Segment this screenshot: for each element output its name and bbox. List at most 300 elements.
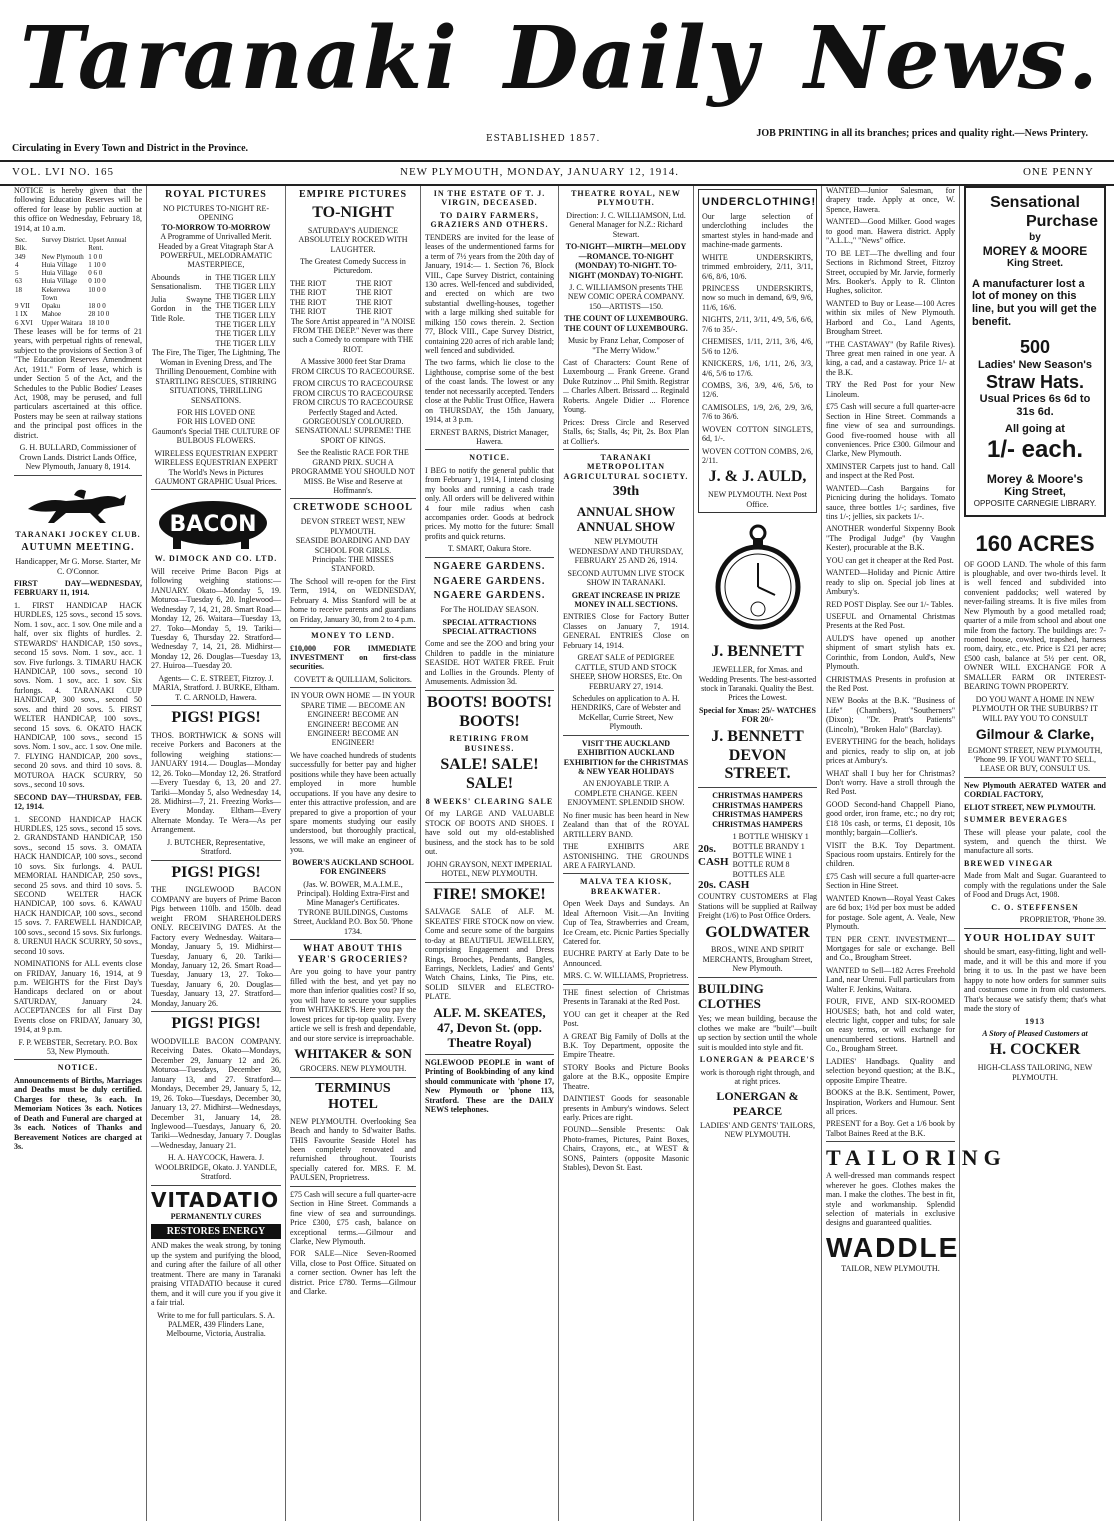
royal-pictures-title: ROYAL PICTURES: [165, 189, 267, 200]
tailoring-copy: A well-dressed man commands respect wherever he goes. Clothes makes the man. I make the clothes. The best in fit, style and workmanship. Splendid selection of materials in exclusive designs and guaranteed qualities.: [826, 1171, 955, 1228]
bacon-label: BACON: [169, 512, 257, 538]
divider: [290, 1077, 416, 1078]
column-8: [960, 186, 1110, 1521]
composer-line: Music by Franz Lehar, Composer of "The Merry Widow.": [567, 336, 685, 355]
tiger-lily-block: [151, 273, 281, 349]
investment-copy: £10,000 FOR IMMEDIATE INVESTMENT on first-class securities.: [290, 643, 416, 672]
estate-heading: IN THE ESTATE OF T. J. VIRGIN, DECEASED.: [433, 189, 546, 208]
cell: 9 VII: [15, 302, 30, 311]
divider: [14, 475, 142, 476]
underclothing-copy: Our large selection of underclothing includes the smartest styles in hand-made and machine-made garments.: [702, 211, 813, 250]
sale-heading: SALE! SALE! SALE!: [440, 756, 539, 793]
price-line: CAMISOLES, 1/9, 2/6, 2/9, 3/6, 7/6 to 36/6.: [702, 402, 813, 422]
bennett-footer: J. BENNETT DEVON STREET.: [711, 727, 804, 783]
acres-title: 160 ACRES: [975, 530, 1095, 556]
hamper-price: 20s. CASH: [698, 879, 750, 892]
circus-line: FROM CIRCUS TO RACECOURSE: [292, 388, 414, 398]
lonergan-line: LONERGAN & PEARCE'S: [699, 1055, 816, 1065]
classified-ad: PRESENT for a Boy. Get a 1/6 book by Talbot Baines Reed at the B.K.: [826, 1119, 955, 1138]
classified-ad: TO BE LET—The dwelling and four Sections in Richmond Street, Fitzroy Street, occupied by Mr. Jarvie, formerly Mrs. Booker's. Apply to R. Clinton Hughes, solicitor.: [826, 248, 955, 296]
classified-ad: USEFUL and Ornamental Christmas Presents at the Red Post.: [826, 611, 955, 631]
divider: [425, 557, 554, 558]
vitadatio-title: VITADATIO: [151, 1187, 280, 1212]
sensational-line: Sensational: [990, 194, 1080, 211]
usual-prices-line: Usual Prices 6s 6d to 31s 6d.: [979, 392, 1091, 418]
daintiest-goods-ad: DAINTIEST Goods for seasonable presents in Ambury's windows. Select early. Prices are right.: [563, 1094, 689, 1123]
artillery-band-line: No finer music has been heard in New Zealand than that of the ROYAL ARTILLERY BAND.: [563, 810, 689, 839]
solicitors-line: COVETT & QUILLIAM, Solicitors.: [294, 674, 412, 684]
second-day-events: 1. SECOND HANDICAP HACK HURDLES, 125 sovs., second 15 sovs. 2. GRANDSTAND HANDICAP, 150 sovs., second 15 sovs. 3. OMATA HACK HANDICAP, 100 sovs., second 10 sovs. Six furlongs. 4. PAUL MEMORIAL HANDICAP, 250 sovs., second 25 sovs. and third 10 sovs. 5. SECOND WELTER HACK HANDICAP, 100 sovs. 6. KAWAU HACK HANDICAP, 100 sovs., second 15 sovs. 7. FAREWELL HANDICAP, 100 sovs., second 15 sovs. Six furlongs. 8. URENUI HACK SCURRY, 50 sovs., second 10 sovs.: [14, 814, 143, 956]
classified-ad: TRY the Red Post for your New Linoleum.: [826, 380, 955, 399]
exhibition-heading: VISIT THE AUCKLAND EXHIBITION AUCKLAND EXHIBITION for the CHRISTMAS & NEW YEAR HOLIDAYS: [563, 738, 689, 777]
wireless-line: WIRELESS EQUESTRIAN EXPERT: [154, 458, 278, 468]
title-word-news: News.: [804, 8, 1100, 109]
theatre-direction: Direction: J. C. WILLIAMSON, Ltd. General Manager for N.Z.: Richard Stewart.: [566, 210, 686, 239]
terminus-copy: NEW PLYMOUTH. Overlooking Sea Beach and handy to Sd'waiter Baths. THIS Favourite Seaside Hotel has been completely renovated and refurnished throughout. Tourists specially catered for. MRS. F. M. PAULSEN, Proprietress.: [290, 1116, 416, 1183]
notice-heading: NOTICE.: [57, 1063, 99, 1073]
table-header: [14, 236, 142, 253]
pigs-heading: PIGS! PIGS!: [171, 709, 261, 727]
divider: [563, 449, 689, 450]
handicapper-line: Handicapper, Mr G. Morse. Starter, Mr C. O'Connor.: [15, 557, 141, 576]
divider: [698, 977, 817, 978]
price-line: WOVEN COTTON COMBS, 2/6, 2/11.: [702, 446, 813, 466]
engineer-heading: IN YOUR OWN HOME — IN YOUR SPARE TIME — BECOME AN ENGINEER! BECOME AN ENGINEER! BECOME AN ENGINEER! BECOME AN ENGINEER!: [290, 691, 416, 748]
eliot-street-line: ELIOT STREET, NEW PLYMOUTH.: [964, 802, 1096, 812]
table-row: [14, 261, 142, 269]
audience-line: SATURDAY'S AUDIENCE ABSOLUTELY ROCKED WITH LAUGHTER.: [298, 225, 408, 254]
divider: [290, 1186, 416, 1187]
sale-copy: Of my LARGE AND VALUABLE STOCK OF BOOTS AND SHOES. I have sold out my old-established business, and the stock has to be sold out.: [425, 809, 554, 857]
tiger-lily-title: THE TIGER LILY: [215, 329, 276, 339]
classified-ad: WANTED—Cash Bargains for Picnicing during the holidays. Tomato sauce, three bottles 1/-; sardines, five tins 1/-; jellies, six packets 1/-.: [826, 483, 955, 521]
hamper-contents: 1 BOTTLE WHISKY 1 BOTTLE BRANDY 1 BOTTLE WINE 1 BOTTLE RUM 8 BOTTLES ALE: [732, 832, 809, 879]
proprietor-line: PROPRIETOR, 'Phone 39.: [1019, 915, 1106, 925]
manufacturer-line: A manufacturer lost a lot of money on this line, but you will get the benefit.: [972, 277, 1097, 329]
gilmour-clarke-title: Gilmour & Clarke,: [975, 725, 1095, 742]
tiger-lily-side: [151, 273, 211, 349]
all-going-line: All going at: [1005, 422, 1065, 435]
price: ONE PENNY: [1022, 166, 1094, 178]
tiger-lily-title: THE TIGER LILY: [215, 338, 276, 348]
perfectly-staged-line: Perfectly Staged and Acted. GORGEOUSLY COLOURED. SENSATIONAL! SUPREME! THE SPORT OF KINGS.: [295, 407, 411, 445]
comedy-line: The Greatest Comedy Success in Picturedom.: [300, 256, 406, 276]
divider: [290, 687, 416, 688]
lonergan-copy: work is thorough right through, and at right prices.: [700, 1067, 815, 1087]
tonight-lines: TO-NIGHT—MIRTH—MELODY—ROMANCE. TO-NIGHT (MONDAY) TO-NIGHT. TO-NIGHT (MONDAY) TO-NIGHT.: [565, 242, 687, 280]
cell: 18: [15, 285, 22, 294]
auld-title: J. & J. AULD,: [708, 468, 807, 486]
autumn-meeting-title: AUTUMN MEETING.: [21, 542, 135, 554]
cretwode-school-title: CRETWODE SCHOOL: [293, 502, 413, 514]
table-head-cell: Sec. Blk.: [15, 236, 27, 253]
table-row: [14, 310, 142, 318]
classified-ad: RED POST Display. See our 1/- Tables.: [826, 599, 954, 609]
wireless-line: WIRELESS EQUESTRIAN EXPERT: [154, 448, 278, 458]
horse-icon: [28, 489, 126, 522]
store-signature: T. SMART, Oakura Store.: [447, 544, 532, 554]
divider: [290, 627, 416, 628]
divider: [151, 489, 281, 490]
red-post-ad: YOU can get it cheaper at the Red Post.: [563, 1009, 689, 1029]
circus-line: FROM CIRCUS TO RACECOURSE: [292, 379, 414, 389]
schedules-line: Schedules on application to A. H. HENDRIKS, Care of Webster and McKellar, Currie Street, New Plymouth.: [571, 693, 681, 732]
riot-title: THE RIOT: [356, 288, 393, 298]
ngaere-gardens-title: NGAERE GARDENS.: [433, 590, 546, 602]
groceries-copy: Are you going to have your pantry filled with the best, and yet pay no more than inferior qualities cost? If so, you will have to secure your supplies from WHITAKER'S. Here you pay the lowest prices for tip-top quality. Every article we sell is fresh and dependable, and our store service is irreproachable.: [290, 967, 416, 1043]
classified-ad: WANTED—Good Milker. Good wages to good man. Hawera district. Apply "A.L.L.," "News" office.: [826, 217, 955, 246]
classified-ad: XMINSTER Carpets just to hand. Call and inspect at the Red Post.: [826, 461, 955, 481]
whitaker-title: WHITAKER & SON: [294, 1045, 412, 1061]
ngaere-gardens-title: NGAERE GARDENS.: [433, 575, 546, 587]
table-row: [14, 302, 142, 310]
goldwater-copy: BROS., WINE AND SPIRIT MERCHANTS, Brougham Street, New Plymouth.: [702, 945, 813, 974]
reserves-table: [14, 236, 142, 327]
annual-show-heading: ANNUAL SHOW ANNUAL SHOW: [576, 503, 676, 535]
underclothing-title: UNDERCLOTHING!: [702, 196, 817, 208]
cell: 1 10 0: [88, 260, 106, 269]
pigs-heading: PIGS! PIGS!: [171, 863, 261, 881]
price-line: NIGHTS, 2/11, 3/11, 4/9, 5/6, 6/6, 7/6 to 35/-.: [702, 315, 813, 334]
dimock-schedule: Will receive Prime Bacon Pigs at following weighing stations:— JANUARY. Okato—Monday 5, 19. Moturoa—Tuesday 6, 20. Inglewood—Wednesday 7, 14, 21, 28. Smart Road—Monday 12, 26. Waitara—Tuesday 13, 27. Toko—Monday 5, 19. Tariki—Tuesday 6, Thursday 22. Stratford—Wednesday 7, 14, 21, 28. Midhirst—Monday 12, 26. Douglas—Tuesday 13, 27. Huiroa—Tuesday 20.: [151, 566, 281, 671]
cell: Kekerewa Town: [41, 285, 70, 302]
column-5: [559, 186, 694, 1521]
job-printing-line: JOB PRINTING in all its branches; prices and quality right.—News Printery.: [756, 128, 1088, 139]
table-row: [14, 286, 142, 303]
classified-ad: ANOTHER wonderful Sixpenny Book "The Prodigal Judge" (by Vaughn Kester), procurable at the B.K.: [826, 524, 955, 553]
ngaere-copy: Come and see the ZOO and bring your Children to paddle in the miniature SEASIDE. HOT WATER FREE. Fruit and Lollies in the Grounds. Plenty of Amusements. Admission 3d.: [425, 639, 554, 687]
announcements-notice: Announcements of Births, Marriages and Deaths must be duly certified. Charges for these, 3s each. In Memoriam Notices 3s each. Notices of Death and Funeral are charged at 3s each. Notices of Thanks and Bereavement Notices are charged at 3s.: [14, 1075, 142, 1151]
five-hundred: 500: [1019, 337, 1051, 358]
straw-hats-line: Straw Hats.: [985, 371, 1085, 392]
underclothing-ad: [698, 189, 817, 513]
retiring-line: RETIRING FROM BUSINESS.: [449, 734, 530, 753]
cell: Upper Waitara: [41, 318, 83, 327]
home-line: DO YOU WANT A HOME IN NEW PLYMOUTH OR THE SUBURBS? IT WILL PAY YOU TO CONSULT: [972, 694, 1098, 723]
bower-signature: (Jas. W. BOWER, M.A.I.M.E., Principal). Holding Extra-First and Mine Manager's Certificates. TYRONE BUILDINGS, Customs Street, Auckland P.O. Box 50. 'Phone 1734.: [293, 879, 413, 936]
notice-heading: NOTICE.: [469, 453, 510, 463]
classified-ad: LADIES' Handbags. Quality and selection beyond question; at the B.K., opposite Empire Theatre.: [826, 1056, 955, 1085]
exhibits-line: THE EXHIBITS ARE ASTONISHING. THE GROUNDS ARE A FAIRYLAND.: [563, 842, 689, 870]
column-4: [421, 186, 559, 1521]
jeweller-copy: JEWELLER, for Xmas. and Wedding Presents. The best-assorted stock in Taranaki. Quality the Best. Prices the Lowest.: [698, 665, 817, 703]
vitadatio-copy: AND makes the weak strong, by toning up the system and purifying the blood, and curing after the failure of all other treatment. There are many in Taranaki praising VITADATIO because it cured them, and it will cure you if you give it a fair trial.: [151, 1241, 281, 1308]
classified-ad: £75 Cash will secure a full quarter-acre Section in Hine Street.: [826, 871, 955, 891]
ngaere-gardens-title: NGAERE GARDENS.: [433, 560, 546, 572]
classified-ad: BOOKS at the B.K. Sentiment, Power, Inspiration, Workers and Humour. Sent all prices.: [826, 1088, 955, 1116]
cast-list: Cast of Characters: Count Rene of Luxembourg ... Frank Greene. Grand Duke Rutzinov ... Phil Smith. Registrar ... Charles Albert. Brissard ... Reginald Roberts. Angele Didier ... Florence Young.: [563, 358, 689, 415]
hampers-heading: CHRISTMAS HAMPERS CHRISTMAS HAMPERS CHRISTMAS HAMPERS CHRISTMAS HAMPERS: [712, 791, 803, 829]
fire-smoke-heading: FIRE! SMOKE!: [433, 885, 546, 903]
divider: [14, 1059, 142, 1060]
vitadatio-signature: Write to me for full particulars. S. A. PALMER, 439 Flinders Lane, Melbourne, Victoria, Australia.: [157, 1310, 275, 1339]
engineer-copy: We have coached hundreds of students successfully for better pay and higher positions while they have been actually employed in more humble occupations. If you have any desire to enter this attractive profession, and are prepared to give a proportion of your spare moments studying our easily understood, but thoroughly practical, lessons, we will make an engineer of you.: [290, 750, 416, 855]
cell: 1 0 0: [88, 252, 103, 261]
programme-line: A Programme of Unrivalled Merit. Headed by a Great Vitagraph Star A POWERFUL, MELODRAMATIC MASTERPIECE,: [158, 232, 274, 270]
inglewood-schedule: THE INGLEWOOD BACON COMPANY are buyers of Prime Bacon Pigs between 110lb. and 150lb. dead weight FROM SHAREHOLDERS ONLY. RECEIVING DATES. At the Factory every Wednesday. Waitara—Monday, January 5, 19. Midhirst—Tuesday, January 6, 20. Tariki—Monday, January 12, 26. Smart Road—Tuesday, January 13, 27. Toko—Tuesday, January 6, 20. Douglas—Tuesday, January 13, 27. Stratford—Monday, January 26.: [151, 885, 281, 1008]
divider: [151, 1185, 281, 1186]
pig-icon: [151, 493, 281, 551]
riot-title: THE RIOT: [290, 288, 327, 298]
table-head-cell: Upset Annual Rent.: [88, 236, 127, 253]
morey-moore-name: MOREY & MOORE: [982, 243, 1088, 258]
established-line: ESTABLISHED 1857.: [486, 134, 601, 144]
money-to-lend-title: MONEY TO LEND.: [311, 631, 395, 641]
cash-section-ad: £75 Cash will secure a full quarter-acre Section in Hine Street. Commands a fine view of sea and surroundings. Price £300, £75 cash, balance on exceptional terms.—Gilmour and Clarke, New Plymouth.: [290, 1189, 417, 1246]
circus-line: FROM CIRCUS TO RACECOURSE: [292, 398, 414, 408]
tiger-lily-title: THE TIGER LILY: [215, 320, 276, 330]
sensible-presents-ad: FOUND—Sensible Presents: Oak Photo-frames, Pictures, Paint Boxes, Chairs, Crayons, etc., at WEST & SONS, Painters (opposite Masonic Stables), Devon St. East.: [563, 1125, 689, 1173]
classified-ad: AULD'S have opened up another shipment of smart stylish hats ex. Corinthic, from London, Auld's, New Plymouth.: [826, 633, 955, 672]
price-line: WOVEN COTTON SINGLETS, 6d, 1/-.: [702, 424, 813, 444]
divider: [698, 787, 817, 788]
divider: [290, 498, 416, 499]
goldwater-title: GOLDWATER: [705, 923, 810, 941]
divider: [826, 1141, 955, 1142]
tiger-lily-title: THE TIGER LILY: [215, 301, 276, 311]
masthead: [0, 0, 1114, 182]
table-row: [14, 253, 142, 261]
cell: Huia Village: [41, 277, 78, 286]
vinegar-heading: BREWED VINEGAR: [964, 858, 1054, 868]
restores-energy-bar: RESTORES ENERGY: [151, 1224, 281, 1240]
classified-ad: WANTED Known—Royal Yeast Cakes are 6d box; 1½d per box must be added for postage. Sole agent, A. Veale, New Plymouth.: [826, 893, 955, 932]
district-manager-signature: ERNEST BARNS, District Manager, Hawera.: [430, 427, 549, 446]
cell: 349: [15, 252, 26, 261]
villa-for-sale-ad: FOR SALE—Nice Seven-Roomed Villa, close to Post Office. Situated on a corner section. Owner has left the district. Price £780. Terms—Gilmour and Clarke.: [290, 1249, 416, 1297]
tiger-lily-title: THE TIGER LILY: [215, 291, 276, 301]
price-line: COMBS, 3/6, 3/9, 4/6, 5/6, to 12/6.: [702, 380, 813, 400]
building-clothes-copy: Yes; we mean building, because the clothes we make are "built"—built up section by section until the whole suit is moulded into style and fit.: [698, 1014, 817, 1052]
world-news-line: The World's News in Pictures GAUMONT GRAPHIC Usual Prices.: [154, 467, 278, 487]
school-type: SEASIDE BOARDING AND DAY SCHOOL FOR GIRLS.: [295, 536, 411, 555]
table-head-cell: Survey District.: [41, 236, 86, 245]
riot-title: THE RIOT: [290, 278, 327, 288]
king-street-footer: King Street,: [1004, 486, 1066, 499]
classified-ad: VISIT the B.K. Toy Department. Spacious room upstairs. Entirely for the children.: [826, 840, 955, 869]
holiday-suit-heading: YOUR HOLIDAY SUIT: [964, 931, 1096, 944]
price-line: KNICKERS, 1/6, 1/11, 2/6, 3/3, 4/6, 5/6 to 17/6.: [702, 359, 813, 378]
classified-ad: WANTED to Buy or Lease—100 Acres within six miles of New Plymouth. Harbord and Co., Land Agents, Brougham Street.: [826, 298, 955, 337]
pedigree-sale-line: GREAT SALE of PEDIGREE CATTLE, STUD AND STOCK SHEEP, SHOW HORSES, Etc. On FEBRUARY 27, 1914.: [569, 653, 683, 691]
holiday-suit-copy: should be smart, easy-fitting, light and well-made, and it will be this and more if you bring it to us. In the past we have been happy to note how orders for summer suits and costumes come in from old customers. That's because we satisfy them; that's what made the story of: [964, 947, 1106, 1014]
cell: 10 0 0: [88, 285, 106, 294]
classified-ad: YOU can get it cheaper at the Red Post.: [826, 555, 954, 565]
cocker-title: H. COCKER: [989, 1041, 1081, 1059]
riot-copy: The Sore Artist appeared in "A NOISE FROM THE DEEP." Never was there such a Comedy to compare with THE RIOT.: [290, 316, 416, 354]
divider: [425, 882, 554, 883]
tiger-lily-title: THE TIGER LILY: [215, 310, 276, 320]
by-line: by: [1029, 231, 1041, 243]
tiger-lily-note: Abounds in Sensationalism.: [151, 272, 212, 292]
classified-ad: WANTED to Sell—182 Acres Freehold Land, near Urenui. Full particulars from Walter F. Jenkins, Waitara.: [826, 965, 955, 994]
first-day-events: 1. FIRST HANDICAP HACK HURDLES, 125 sovs., second 15 sovs. Nom. 1 sov., acc. 1 sov. One mile and a half, over six flights of hurdles. 2. STEWARDS' HANDICAP, 150 sovs., second 15 sovs. Nom. 1 sov., acc. 1 sov. Five furlongs. 3. TIMARU HACK HANDICAP, 100 sovs., second 10 sovs. Nom. 1 sov., acc. 1 sov. Six furlongs. 4. TARANAKI CUP HANDICAP, 300 sovs., second 50 sovs. and third 20 sovs. 5. FIRST WELTER HANDICAP, 100 sovs., second 15 sovs. 6. OKATO HACK HANDICAP, 100 sovs., second 15 sovs. Nom. 1 sov., acc. 1 sov. One mile. 7. FLYING HANDICAP, 200 sovs., second 20 sovs. and third 10 sovs. 8. MOTUROA HACK SCURRY, 50 sovs., second 10 sovs.: [14, 600, 142, 790]
cell: New Plymouth: [41, 252, 84, 261]
whitaker-sub: GROCERS. NEW PLYMOUTH.: [299, 1064, 407, 1074]
table-row: [14, 319, 142, 327]
no-pictures-line: NO PICTURES TO-NIGHT RE-OPENING: [162, 203, 269, 223]
secretary-signature: F. P. WEBSTER, Secretary. P.O. Box 53, New Plymouth.: [18, 1037, 138, 1057]
morey-moore-ad: [964, 186, 1106, 517]
price-line: CHEMISES, 1/11, 2/11, 3/6, 4/6, 5/6 to 12/6.: [702, 337, 813, 356]
vitadatio-sub: PERMANENTLY CURES: [170, 1212, 262, 1222]
riot-repeats: [290, 279, 416, 317]
dairy-farmers-heading: TO DAIRY FARMERS, GRAZIERS AND OTHERS.: [430, 210, 549, 230]
cell: 1 IX: [15, 310, 28, 319]
summer-beverages-heading: SUMMER BEVERAGES: [964, 815, 1068, 825]
nominations: NOMINATIONS for ALL events close on FRIDAY, January 16, 1914, at 9 p.m. WEIGHTS for the First Day's Handicaps declared on or about SATURDAY, January 24. ACCEPTANCES for all First Day Events close on FRIDAY, January 30, 1914, at 9 p.m.: [14, 959, 142, 1035]
education-notice: NOTICE is hereby given that the following Education Reserves will be offered for lease by public auction at this office on Wednesday, February 18, 1914, at 10 a.m.: [14, 186, 142, 233]
cell: 28 10 0: [88, 310, 110, 319]
cell: Huia Village: [41, 269, 78, 278]
red-post-ad: THE finest selection of Christmas Presents in Taranaki at the Red Post.: [563, 987, 689, 1007]
auld-location: NEW PLYMOUTH. Next Post Office.: [707, 490, 808, 509]
aerated-water-heading: New Plymouth AERATED WATER and CORDIAL FACTORY,: [964, 780, 1106, 800]
price-line: PRINCESS UNDERSKIRTS, now so much in demand, 6/9, 9/6, 11/6, 16/6.: [702, 284, 813, 312]
cell: Huia Village: [41, 260, 78, 269]
massive-drama-line: A Massive 3000 feet Star Drama FROM CIRCUS TO RACECOURSE.: [291, 357, 415, 376]
each-price: 1/- each.: [986, 435, 1084, 463]
tiger-lily-title: THE TIGER LILY: [215, 272, 276, 282]
cell: 0 6 0: [88, 269, 103, 278]
live-stock-line: SECOND AUTUMN LIVE STOCK SHOW IN TARANAKI.: [567, 568, 685, 588]
malva-kiosk-title: MALVA TEA KIOSK, BREAKWATER.: [579, 877, 673, 896]
enjoyable-trip-line: AN ENJOYABLE TRIP. A COMPLETE CHANGE. KEEN ENJOYMENT. SPLENDID SHOW.: [567, 779, 685, 808]
pigs-heading: PIGS! PIGS!: [171, 1015, 261, 1033]
grayson-signature: JOHN GRAYSON, NEXT IMPERIAL HOTEL, NEW PLYMOUTH.: [426, 859, 553, 879]
classified-ad: WHAT shall I buy her for Christmas? Don't worry. Have a stroll through the Red Post.: [826, 768, 955, 797]
gaumont-special: Gaumont's Special THE CULTURE OF BULBOUS FLOWERS.: [152, 426, 280, 446]
dolls-ad: A GREAT Big Family of Dolls at the B.K. Toy Department, opposite the Empire Theatre.: [563, 1031, 689, 1060]
clearing-sale-line: 8 WEEKS' CLEARING SALE: [425, 797, 554, 807]
salvage-sale-copy: SALVAGE SALE of ALF. M. SKEATES' FIRE STOCK now on view. Come and secure some of the bargains to-day at BEAUTIFUL JEWELLERY, comprising Engagement and Dress Rings, Brooches, Pendants, Bangles, Earrings, Necklets, Ladies' and Gents' Watch Chains, Links, Tie Pins, etc. SOLID SILVER and ELECTRO-PLATE.: [425, 907, 554, 1002]
ladies-line: Ladies' New Season's: [977, 358, 1093, 371]
classified-ad: WANTED—Junior Salesman, for drapery trade. Apply at once, W. Spence, Hawera.: [826, 186, 955, 214]
tender-copy: TENDERS are invited for the lease of leases of the undermentioned farms for a term of 7½ years from the 20th day of January, 1914:— 1. Section 76, Block VIII., Cape Survey District, containing 130 acres. Well-fenced and subdivided, and erected on which are two substantial dwelling-houses, together with a large milking shed suitable for milking 150 cows therein. 2. Section 77, Block VIII., Cape Survey District, containing 220 acres of rich arable land; well fenced and subdivided.: [425, 232, 554, 355]
column-2: [147, 186, 286, 1521]
hamper-offer: [698, 832, 817, 879]
morey-moore-footer: Morey & Moore's: [986, 472, 1084, 487]
empire-pictures-title: EMPIRE PICTURES: [298, 189, 408, 200]
boots-heading: BOOTS! BOOTS! BOOTS!: [427, 693, 552, 730]
cell: 4: [15, 260, 19, 269]
opera-company-line: J. C. WILLIAMSON presents THE NEW COMIC OPERA COMPANY. 150—ARTISTS—150.: [567, 282, 685, 311]
gilmour-address: EGMONT STREET, NEW PLYMOUTH, 'Phone 99. IF YOU WANT TO SELL, LEASE OR BUY, CONSULT US.: [967, 745, 1103, 774]
building-clothes-title: BUILDING CLOTHES: [698, 980, 764, 1012]
show-location: NEW PLYMOUTH: [594, 537, 658, 547]
title-word-daily: Daily: [503, 8, 760, 109]
classified-ad: FOUR, FIVE, AND SIX-ROOMED HOUSES; bath, hot and cold water, electric light, copper and tubs; for sale on easy terms, or will exchange for unencumbered sections. Hartnell and Co., Brougham Street.: [826, 997, 955, 1054]
cash-trade-notice: I BEG to notify the general public that from February 1, 1914, I intend closing my books and running a cash trade only. All orders will be delivered within 4 four mile radius when cash accompanies order. Goods at bedrock prices. My motto for the future: Small profits and quick returns.: [425, 465, 554, 541]
king-street-line: King Street.: [1006, 257, 1064, 269]
riot-title: THE RIOT: [290, 307, 327, 317]
year-line: 1913: [1025, 1016, 1045, 1026]
first-day-heading: FIRST DAY—WEDNESDAY, FEBRUARY 11, 1914.: [14, 579, 142, 598]
commissioner-signature: G. H. BULLARD, Commissioner of Crown Lands. District Lands Office, New Plymouth, January 8, 1914.: [19, 443, 137, 472]
lonergan-sub: LADIES' AND GENTS' TAILORS, NEW PLYMOUTH.: [700, 1120, 815, 1140]
table-row: [14, 277, 142, 285]
kiosk-copy: Open Week Days and Sundays. An Ideal Afternoon Visit.—An Inviting Cup of Tea, Strawberries and Cream, Ice Cream, etc. Picnic Parties Specially Catered for.: [563, 899, 689, 947]
summer-copy: These will please your palate, cool the system, and quench the thirst. We manufacture all sorts.: [964, 827, 1106, 856]
borthwick-schedule: THOS. BORTHWICK & SONS will receive Porkers and Baconers at the following weighing stations:— JANUARY 1914.— Douglas—Monday 12, 26. Toko—Monday 12, 26. Stratford—Every Tuesday 6, 13, 20 and 27. Tariki—Monday 5, also Wednesday 14, 28. Midhirst—7, 21. Freezing Works—Every Monday. Eltham—Every Alternate Monday. Te Wera—As per Arrangement.: [151, 730, 281, 835]
tiger-lily-repeats: [215, 273, 281, 349]
fire-tiger-line: The Fire, The Tiger, The Lightning, The Woman in Evening Dress, and The Thrilling Denouement, Combine with STARTLING RESCUES, STIRRING SITUATIONS, THRILLING SENSATIONS.: [151, 348, 281, 405]
butcher-signature: J. BUTCHER, Representative, Stratford.: [167, 837, 265, 857]
woodville-schedule: WOODVILLE BACON COMPANY. Receiving Dates. Okato—Mondays, December 29, January 12 and 26. Moturoa—Tuesdays, December 30, January 13, and 27. Stratford—Mondays, December 29, January 5, 12, 19, 26. Toko—Tuesdays, December 30, January 13, 27. Midhirst—Wednesdays, December 31, January 14, 28. Inglewood—Tuesdays, January 6, 20. Tariki—Wednesday, January 7. Douglas—Wednesday, January 21.: [151, 1037, 281, 1150]
dimock-title: W. DIMOCK AND CO. LTD.: [154, 554, 278, 564]
metropolitan-society-title: TARANAKI METROPOLITAN AGRICULTURAL SOCIETY.: [563, 452, 689, 481]
classified-ad: TEN PER CENT. INVESTMENT—Mortgages for sale or exchange. Bell and Co., Brougham Street.: [826, 934, 955, 963]
story-books-ad: STORY Books and Picture Books galore at the B.K., opposite Empire Theatre.: [563, 1062, 689, 1091]
prices-line: Prices: Dress Circle and Reserved Stalls, 6s; Stalls, 4s; Pit, 2s. Box Plan at Collier's.: [563, 417, 689, 446]
tender-copy-2: The two farms, which lie close to the Lighthouse, comprise some of the best of the coast lands. The lowest or any tender not necessarily accepted. Tenders close at the Public Trust Office, Hawera on THURSDAY, the 15th January, 1914, at 3 p.m.: [425, 358, 554, 425]
classified-ad: CHRISTMAS Presents in profusion at the Red Post.: [826, 674, 955, 693]
watch-icon: [713, 523, 803, 633]
table-row: [14, 269, 142, 277]
show-number: 39th: [612, 484, 640, 500]
euchre-line: EUCHRE PARTY at Early Date to be Announced.: [563, 949, 689, 968]
grand-prix-line: See the Realistic RACE FOR THE GRAND PRIX. SUCH A PROGRAMME YOU SHOULD NOT MISS. Be Wise and Reserve at Hoffmann's.: [291, 448, 415, 496]
woodville-agents: H. A. HAYCOCK, Hawera. J. WOOLBRIDGE, Okato. J. YANDLE, Stratford.: [154, 1153, 278, 1182]
riot-title: THE RIOT: [356, 297, 393, 307]
cell: 18 0 0: [88, 302, 106, 311]
circulation-line: Circulating in Every Town and District in the Province.: [12, 143, 249, 154]
groceries-heading: WHAT ABOUT THIS YEAR'S GROCERIES?: [297, 943, 409, 964]
lonergan-title: LONERGAN & PEARCE: [716, 1089, 799, 1118]
divider: [964, 928, 1106, 929]
country-customers-line: COUNTRY CUSTOMERS at Flag Stations will be supplied at Railway Freight (1/6) to Post Office Orders.: [698, 892, 817, 921]
bower-school-line: BOWER'S AUCKLAND SCHOOL FOR ENGINEERS: [292, 857, 414, 877]
show-dates: WEDNESDAY AND THURSDAY, FEBRUARY 25 AND 26, 1914.: [568, 546, 684, 566]
divider: [151, 705, 281, 706]
cell: Mahoe: [41, 310, 62, 319]
classified-ad: "THE CASTAWAY" (by Rafile Rives). Three great men rained in one year. A king, a cad, and a castaway. Price 1/- at the B.K.: [826, 339, 955, 377]
newspaper-title: [20, 8, 1100, 109]
riot-title: THE RIOT: [356, 278, 393, 288]
divider: [425, 1054, 554, 1055]
classified-ad: GOOD Second-hand Chappell Piano, good order, iron frame, etc.; no dry rot; £18 10s cash, or terms, £1 deposit, 10s monthly; bargain—Collier's.: [826, 799, 955, 838]
tiger-lily-title: THE TIGER LILY: [215, 282, 276, 292]
classified-ad: £75 Cash will secure a full quarter-acre Section in Hine Street. Commands a fine view of sea and surroundings. Good five-roomed house with all conveniences. Price £300. Gilmour and Clarke, New Plymouth.: [826, 402, 955, 459]
opposite-library: OPPOSITE CARNEGIE LIBRARY.: [973, 499, 1097, 509]
dateline: NEW PLYMOUTH, MONDAY, JANUARY 12, 1914.: [400, 166, 680, 178]
cell: 0 10 0: [88, 277, 106, 286]
cell: 6 XVI: [15, 318, 33, 327]
divider: [964, 777, 1106, 778]
column-6: [694, 186, 822, 1521]
holiday-season-line: For The HOLIDAY SEASON.: [440, 605, 539, 615]
classified-ad: EVERYTHING for the beach, holidays and picnics, ready to slip on, at job prices at Ambury's.: [826, 737, 955, 766]
count-luxembourg-title: THE COUNT OF LUXEMBOURG. THE COUNT OF LUXEMBOURG.: [564, 314, 688, 333]
steffensen-name: C. O. STEFFENSEN: [991, 902, 1079, 912]
divider: [151, 860, 281, 861]
divider: [563, 984, 689, 985]
prize-money-line: GREAT INCREASE IN PRIZE MONEY IN ALL SECTIONS.: [571, 590, 681, 610]
xmas-special: Special for Xmas: 25/- WATCHES FOR 20/-: [699, 705, 816, 725]
purchase-line: Purchase: [1025, 212, 1098, 230]
riot-title: THE RIOT: [290, 297, 327, 307]
school-address: DEVON STREET WEST, NEW PLYMOUTH.: [300, 517, 406, 536]
cocker-sub: HIGH-CLASS TAILORING, NEW PLYMOUTH.: [977, 1063, 1093, 1082]
price-line: WHITE UNDERSKIRTS, trimmed embroidery, 2/11, 3/11, 6/6, 8/6, 10/6.: [702, 252, 813, 281]
divider: [563, 873, 689, 874]
divider: [563, 735, 689, 736]
divider: [290, 939, 416, 940]
loved-one-line: FOR HIS LOVED ONE: [177, 417, 255, 427]
bennett-title: J. BENNETT: [711, 643, 804, 661]
school-copy: The School will re-open for the First Term, 1914, on WEDNESDAY, February 4. Miss Stanford will be at home to receive parents and guardians on Friday, January 30, from 2 to 4 p.m.: [290, 576, 416, 624]
title-word-taranaki: Taranaki: [20, 8, 460, 109]
